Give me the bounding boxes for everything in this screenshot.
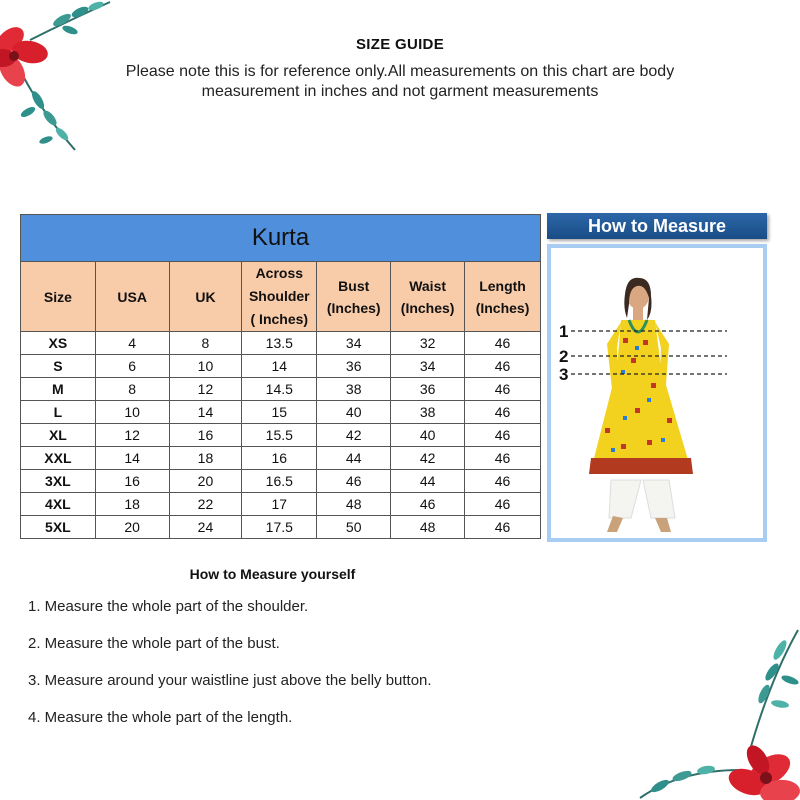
table-row [21, 470, 541, 493]
col-header-size: Size [21, 262, 96, 332]
table-cell: 36 [317, 355, 391, 378]
table-cell: 8 [95, 378, 169, 401]
table-caption: Kurta [21, 215, 541, 262]
table-cell: 38 [317, 378, 391, 401]
table-cell: 46 [465, 401, 541, 424]
table-cell: 36 [391, 378, 465, 401]
measure-marker-1: 1 [559, 322, 569, 341]
table-cell: 42 [391, 447, 465, 470]
table-cell: 16 [242, 447, 317, 470]
table-cell: L [21, 401, 96, 424]
col-header-shoulder-line1: Across [255, 265, 304, 281]
table-cell: 44 [317, 447, 391, 470]
table-row [21, 447, 541, 470]
table-cell: 44 [391, 470, 465, 493]
table-cell: 16.5 [242, 470, 317, 493]
floral-corner-bottom-right [630, 620, 800, 800]
how-to-measure-label: How to Measure [547, 213, 767, 239]
table-cell: 46 [391, 493, 465, 516]
table-cell: 3XL [21, 470, 96, 493]
table-cell: XS [21, 332, 96, 355]
reference-note: Please note this is for reference only.All measurements on this chart are body measurement in inches and not garment measurements [125, 63, 675, 100]
table-cell: 18 [95, 493, 169, 516]
measure-marker-3: 3 [559, 365, 569, 384]
table-cell: 22 [169, 493, 242, 516]
table-cell: 48 [317, 493, 391, 516]
table-row [21, 355, 541, 378]
measure-marker-2: 2 [559, 347, 569, 366]
table-cell: 15 [242, 401, 317, 424]
col-header-usa: USA [95, 262, 169, 332]
table-cell: 10 [95, 401, 169, 424]
table-cell: 16 [169, 424, 242, 447]
table-cell: XL [21, 424, 96, 447]
col-header-length-line2: (Inches) [475, 299, 530, 316]
table-cell: 20 [95, 516, 169, 539]
table-cell: 32 [391, 332, 465, 355]
table-cell: M [21, 378, 96, 401]
table-cell: 5XL [21, 516, 96, 539]
instructions-title: How to Measure yourself [189, 566, 356, 582]
red-flower-icon [725, 742, 800, 800]
page-title: SIZE GUIDE [355, 36, 444, 53]
col-header-uk: UK [169, 262, 242, 332]
table-cell: 40 [391, 424, 465, 447]
table-cell: 50 [317, 516, 391, 539]
table-cell: XXL [21, 447, 96, 470]
table-cell: 16 [95, 470, 169, 493]
table-cell: 46 [465, 424, 541, 447]
table-cell: 17.5 [242, 516, 317, 539]
col-header-bust-line1: Bust [338, 277, 370, 294]
col-header-length [465, 262, 541, 332]
table-cell: 13.5 [242, 332, 317, 355]
table-cell: 24 [169, 516, 242, 539]
table-cell: 40 [317, 401, 391, 424]
model-illustration [551, 248, 763, 538]
table-cell: 34 [317, 332, 391, 355]
table-cell: 12 [95, 424, 169, 447]
table-cell: 38 [391, 401, 465, 424]
list-item: 1. Measure the whole part of the shoulder. [28, 598, 309, 615]
table-cell: 12 [169, 378, 242, 401]
table-row [21, 424, 541, 447]
table-cell: 6 [95, 355, 169, 378]
table-cell: 14 [242, 355, 317, 378]
col-header-shoulder-line2: Shoulder [248, 288, 310, 304]
table-cell: 8 [169, 332, 242, 355]
table-cell: 14 [95, 447, 169, 470]
table-cell: 20 [169, 470, 242, 493]
list-item: 2. Measure the whole part of the bust. [28, 635, 280, 652]
table-cell: 10 [169, 355, 242, 378]
col-header-bust [317, 262, 391, 332]
list-item: 3. Measure around your waistline just above the belly button. [28, 672, 432, 689]
table-cell: 46 [465, 516, 541, 539]
col-header-waist [391, 262, 465, 332]
table-row [21, 378, 541, 401]
size-chart-table [20, 214, 541, 539]
table-row [21, 493, 541, 516]
col-header-bust-line2: (Inches) [326, 299, 381, 316]
measurement-photo-frame [547, 244, 767, 542]
table-cell: 14 [169, 401, 242, 424]
table-cell: 48 [391, 516, 465, 539]
table-cell: 4XL [21, 493, 96, 516]
col-header-waist-line2: (Inches) [400, 299, 455, 316]
table-row [21, 401, 541, 424]
table-cell: 18 [169, 447, 242, 470]
table-cell: S [21, 355, 96, 378]
table-cell: 4 [95, 332, 169, 355]
instructions-list [28, 598, 432, 746]
col-header-shoulder-line3: ( Inches) [250, 311, 309, 327]
table-cell: 17 [242, 493, 317, 516]
col-header-length-line1: Length [479, 277, 526, 294]
table-cell: 46 [465, 470, 541, 493]
table-row [21, 516, 541, 539]
model-figure-icon [589, 278, 693, 532]
table-row [21, 332, 541, 355]
table-cell: 46 [465, 378, 541, 401]
table-cell: 46 [465, 447, 541, 470]
table-cell: 46 [465, 355, 541, 378]
table-cell: 14.5 [242, 378, 317, 401]
table-cell: 46 [317, 470, 391, 493]
list-item: 4. Measure the whole part of the length. [28, 709, 293, 726]
col-header-shoulder [242, 262, 317, 332]
col-header-waist-line1: Waist [409, 277, 447, 294]
table-cell: 15.5 [242, 424, 317, 447]
table-cell: 42 [317, 424, 391, 447]
table-cell: 46 [465, 493, 541, 516]
table-cell: 46 [465, 332, 541, 355]
table-cell: 34 [391, 355, 465, 378]
